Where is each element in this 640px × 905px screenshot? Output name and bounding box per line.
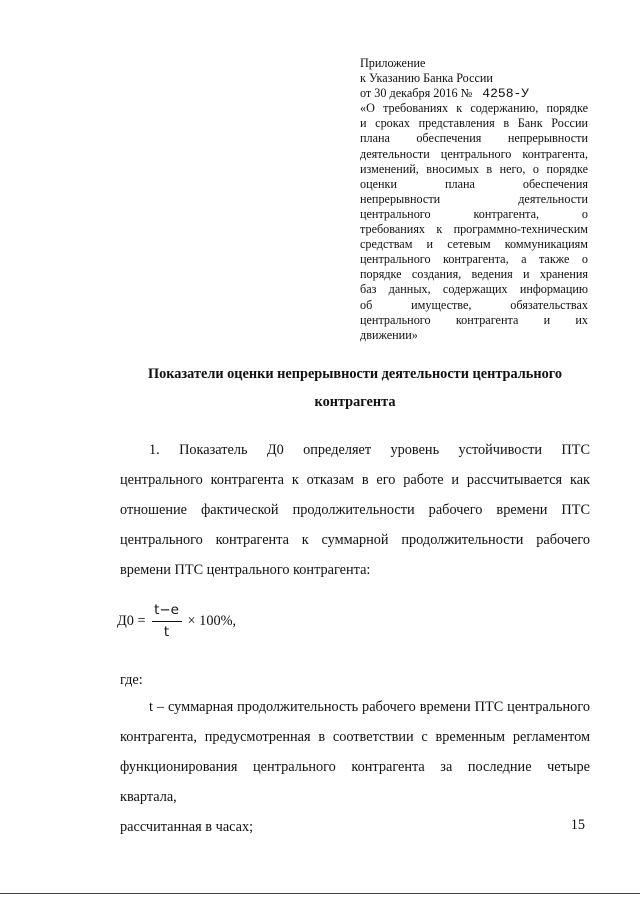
appendix-date-line xyxy=(360,86,588,101)
appendix-line: плана обеспечения непрерывности xyxy=(360,131,588,146)
appendix-line: средствам и сетевым коммуникациям xyxy=(360,237,588,252)
formula-fraction xyxy=(152,602,182,641)
formula-lhs: Д0 = xyxy=(117,612,146,629)
paragraph-1 xyxy=(120,435,590,585)
document-number: 4258-У xyxy=(482,86,530,102)
paragraph-line: центрального контрагента к суммарной продолжительности рабочего xyxy=(120,532,590,548)
page-number: 15 xyxy=(570,817,585,833)
formula-rhs: × 100%, xyxy=(187,612,237,629)
appendix-line: движении» xyxy=(360,327,418,342)
paragraph-line: времени ПТС центрального контрагента: xyxy=(120,562,371,578)
appendix-header xyxy=(360,56,588,343)
appendix-line: баз данных, содержащих информацию xyxy=(360,282,588,297)
paragraph-line: центрального контрагента к отказам в его работе и рассчитывается как xyxy=(120,472,590,488)
paragraph-line: t – суммарная продолжительность рабочего времени ПТС центрального xyxy=(149,699,590,715)
appendix-line: деятельности центрального контрагента, xyxy=(360,146,588,161)
appendix-line: оценки плана обеспечения xyxy=(360,176,588,191)
appendix-line: порядке создания, ведения и хранения xyxy=(360,267,588,282)
appendix-line: и сроках представления в Банк России xyxy=(360,116,588,131)
paragraph-line: рассчитанная в часах; xyxy=(120,819,254,835)
appendix-line: центрального контрагента и их xyxy=(360,312,588,327)
where-label: где: xyxy=(120,672,143,688)
formula xyxy=(117,596,236,646)
appendix-line: непрерывности деятельности xyxy=(360,191,588,206)
appendix-date: от 30 декабря 2016 № xyxy=(360,86,473,101)
fraction-bar xyxy=(152,621,182,622)
title-line: Показатели оценки непрерывности деятельности центрального xyxy=(147,366,563,382)
section-title xyxy=(120,360,590,416)
appendix-line: к Указанию Банка России xyxy=(360,71,493,86)
appendix-line: изменений, вносимых в него, о порядке xyxy=(360,161,588,176)
paragraph-line: контрагента, предусмотренная в соответствии с временным регламентом xyxy=(120,729,590,745)
title-line: контрагента xyxy=(314,394,396,410)
appendix-line: требованиях к программно-техническим xyxy=(360,222,588,237)
appendix-line: об имуществе, обязательствах xyxy=(360,297,588,312)
paragraph-2 xyxy=(120,692,590,842)
footer-divider xyxy=(0,893,640,894)
appendix-line: Приложение xyxy=(360,56,426,70)
appendix-line: центрального контрагента, а также о xyxy=(360,252,588,267)
formula-denominator: t xyxy=(163,623,170,640)
appendix-line: «О требованиях к содержанию, порядке xyxy=(360,101,588,116)
appendix-line: центрального контрагента, о xyxy=(360,206,588,221)
paragraph-line: 1. Показатель Д0 определяет уровень устойчивости ПТС xyxy=(149,442,590,458)
paragraph-line: функционирования центрального контрагента за последние четыре квартала, xyxy=(120,759,590,805)
paragraph-line: отношение фактической продолжительности рабочего времени ПТС xyxy=(120,502,590,518)
formula-numerator: t−e xyxy=(154,601,179,618)
